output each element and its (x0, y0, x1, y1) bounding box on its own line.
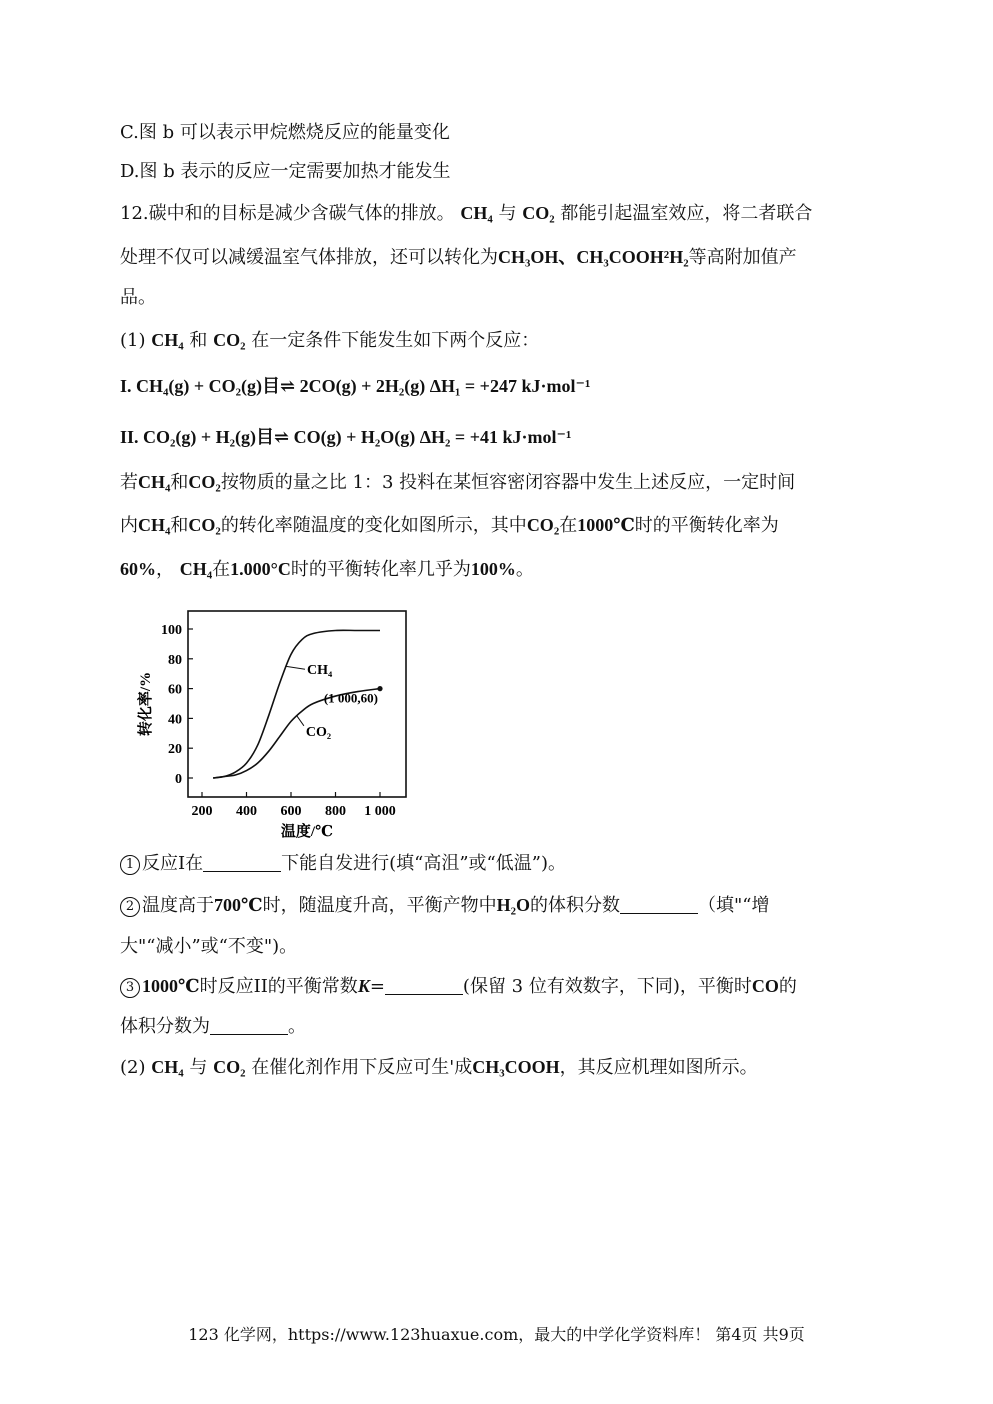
option-d: D.图 b 表示的反应一定需要加热才能发生 (120, 161, 451, 182)
percent-60: 60% (120, 559, 156, 579)
circled-number: 1 (120, 855, 140, 875)
text: = (369, 976, 385, 997)
text: 。 (515, 559, 534, 580)
formula-ch4: CH₄ (138, 472, 171, 492)
label-leader (297, 715, 304, 725)
text: 处理不仅可以减缓温室气体排放，还可以转化为 (120, 247, 498, 268)
formula-co: CO (751, 976, 779, 996)
question-12-line1 (120, 201, 812, 226)
formula-ch4: CH₄ (460, 203, 493, 223)
annotation-label: (1 000,60) (323, 690, 378, 706)
question-3-cont (120, 1015, 306, 1039)
text: 和 (189, 330, 208, 351)
subquestion-1-intro (120, 328, 539, 353)
text: 时反应II的平衡常数 (199, 976, 358, 997)
text: 在一定条件下能发生如下两个反应： (251, 330, 540, 351)
text: 时的平衡转化率为 (634, 515, 779, 536)
text: 和 (170, 515, 189, 536)
formula-ch4: CH₄ (151, 1057, 184, 1077)
text: 在催化剂作用下反应可生'成 (251, 1057, 473, 1078)
percent-100: 100% (470, 559, 516, 579)
label-leader (285, 666, 305, 669)
text: (1) (120, 330, 146, 351)
question-2-cont: 大"“减小”或“不变")。 (120, 936, 298, 957)
formula-h2o: H₂O (496, 895, 530, 915)
x-tick-label: 800 (325, 804, 346, 819)
text: (保留 3 位有效数字，下同)，平衡时 (462, 976, 752, 997)
formula-products: CH₃OH、CH₃COOH²H₂ (498, 247, 689, 267)
answer-blank[interactable] (385, 976, 463, 995)
y-tick-label: 20 (168, 742, 182, 758)
formula-co2: CO₂ (526, 515, 560, 535)
x-tick-label: 200 (191, 804, 213, 819)
series-label-ch4: CH₄ (307, 663, 333, 679)
text: 的转化率随温度的变化如图所示，其中 (220, 515, 527, 536)
y-axis-label: 转化率/% (138, 671, 154, 737)
text: 在 (559, 515, 578, 536)
question-12-line2 (120, 245, 797, 270)
text: (2) (120, 1057, 146, 1078)
text: 按物质的量之比 1：3 投料在某恒容密闭容器中发生上述反应，一定时间 (220, 472, 796, 493)
text-line-3 (120, 557, 534, 582)
series-label-co2: CO₂ (305, 724, 332, 740)
option-c: C.图 b 可以表示甲烷燃烧反应的能量变化 (120, 122, 450, 143)
answer-blank[interactable] (210, 1016, 288, 1035)
text: 内 (120, 515, 138, 536)
text: （填"“增 (697, 895, 770, 916)
text: 都能引起温室效应，将二者联合 (560, 203, 813, 224)
circled-number: 2 (120, 897, 140, 917)
answer-blank[interactable] (620, 895, 698, 914)
text: 。 (288, 1016, 306, 1037)
temperature: 1000℃ (577, 515, 635, 535)
formula-co2: CO₂ (522, 203, 555, 223)
formula-co2: CO₂ (188, 515, 221, 535)
temperature: 1.000°C (230, 559, 291, 579)
formula-ch4: CH₄ (179, 559, 213, 579)
text: 若 (120, 472, 138, 493)
text-line-1 (120, 470, 795, 495)
question-12-line3: 品。 (120, 287, 156, 308)
text: 12.碳中和的目标是减少含碳气体的排放。 (120, 203, 455, 224)
question-3 (120, 974, 797, 999)
page-footer: 123 化学网，https://www.123huaxue.com，最大的中学化学资料库！ 第4页 共9页 (188, 1325, 805, 1344)
subquestion-2 (120, 1055, 758, 1080)
text: 下能自发进行(填“高沮”或“低温”)。 (281, 853, 566, 874)
formula-co2: CO₂ (188, 472, 221, 492)
answer-blank[interactable] (203, 853, 281, 872)
text: ， (156, 559, 174, 580)
formula-co2: CO₂ (213, 1057, 246, 1077)
symbol-k: K (357, 976, 370, 996)
annotation-point (377, 686, 382, 691)
y-tick-label: 100 (161, 623, 182, 638)
y-tick-label: 40 (168, 712, 182, 728)
x-tick-label: 600 (280, 804, 302, 819)
y-tick-label: 80 (168, 652, 182, 668)
y-tick-label: 60 (168, 682, 182, 698)
formula-ch3cooh: CH₃COOH (472, 1057, 560, 1077)
text: 与 (498, 203, 517, 224)
question-1 (120, 852, 566, 876)
conversion-chart (130, 605, 420, 840)
text: 的体积分数 (529, 895, 620, 916)
text: 时，随温度升高，平衡产物中 (262, 895, 497, 916)
text: 反应I在 (142, 853, 204, 874)
text: 和 (170, 472, 189, 493)
text: 时的平衡转化率几乎为 (290, 559, 471, 580)
formula-ch4: CH₄ (151, 330, 184, 350)
text: 温度高于 (142, 895, 214, 916)
text: 与 (189, 1057, 208, 1078)
text-line-2 (120, 513, 779, 538)
temperature: 700℃ (214, 895, 263, 915)
circled-number: 3 (120, 978, 140, 998)
text: ，其反应机理如图所示。 (559, 1057, 758, 1078)
text: 等高附加值产 (688, 247, 797, 268)
formula-co2: CO₂ (213, 330, 246, 350)
reaction-1: I. CH₄(g) + CO₂(g)目⇌ 2CO(g) + 2H₂(g) ΔH₁ = +247 kJ·mol⁻¹ (120, 376, 591, 396)
x-axis-label: 温度/℃ (280, 824, 334, 840)
x-tick-label: 400 (236, 804, 257, 819)
text: 在 (212, 559, 231, 580)
temperature: 1000℃ (142, 976, 200, 996)
x-tick-label: 1 000 (364, 804, 396, 819)
question-2 (120, 893, 769, 918)
reaction-2: II. CO₂(g) + H₂(g)目⇌ CO(g) + H₂O(g) ΔH₂ = +41 kJ·mol⁻¹ (120, 427, 572, 447)
y-tick-label: 0 (175, 772, 182, 787)
text: 的 (778, 976, 797, 997)
formula-ch4: CH₄ (138, 515, 171, 535)
text: 体积分数为 (120, 1016, 210, 1037)
